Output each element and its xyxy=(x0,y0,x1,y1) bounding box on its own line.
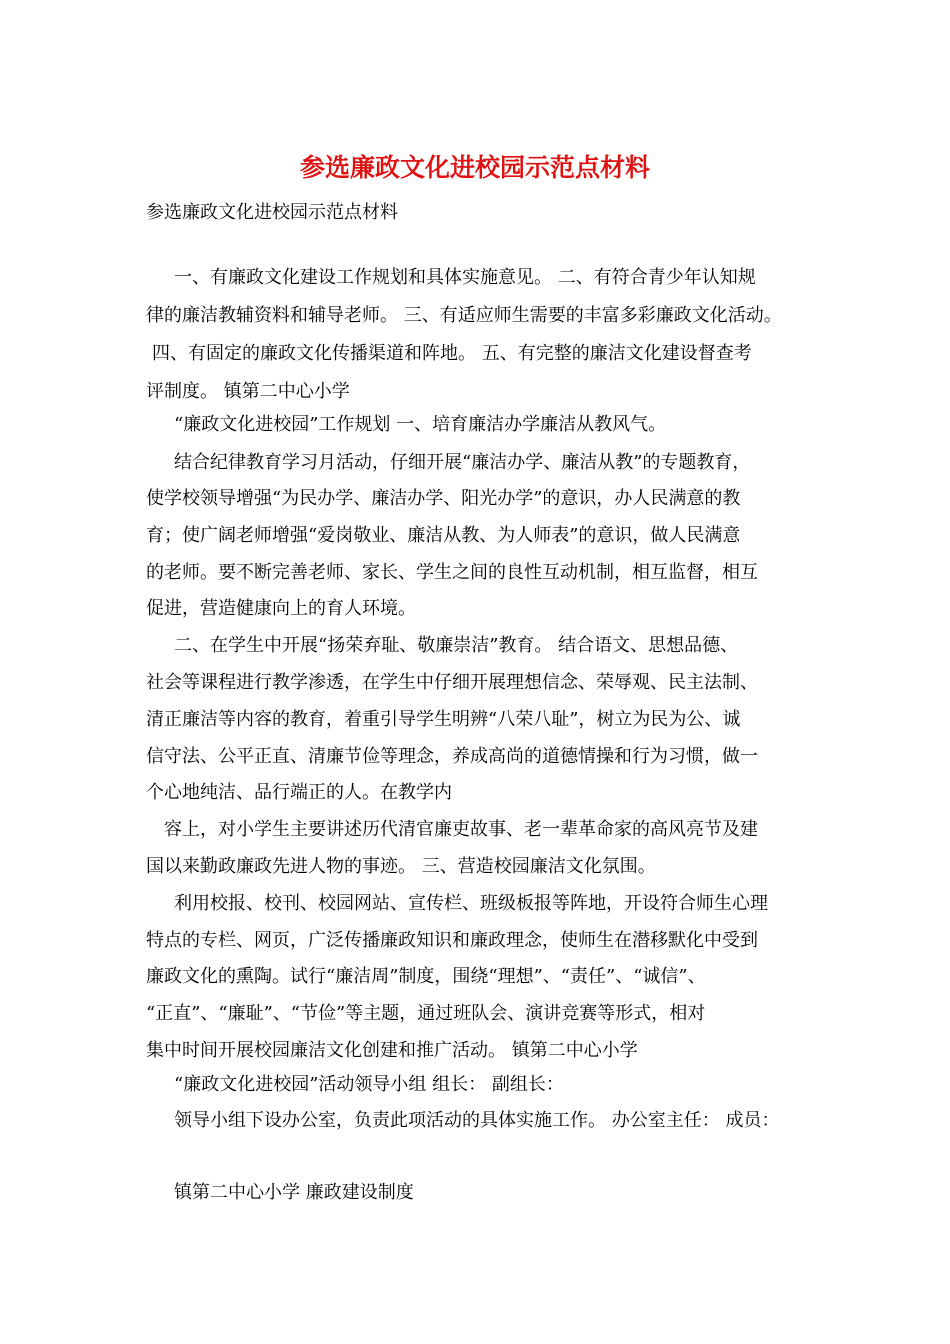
text-line: 结合纪律教育学习月活动，仔细开展“廉洁办学、廉洁从教”的专题教育， xyxy=(174,452,751,473)
text-line: 容上，对小学生主要讲述历代清官廉吏故事、老一辈革命家的高风亮节及建 xyxy=(164,819,758,840)
text-line: 利用校报、校刊、校园网站、宣传栏、班级板报等阵地，开设符合师生心理 xyxy=(174,893,768,914)
text-line: 廉政文化的熏陶。试行“廉洁周”制度，围绕“理想”、“责任”、“诚信”、 xyxy=(146,966,706,987)
text-line: 信守法、公平正直、清廉节俭等理念，养成高尚的道德情操和行为习惯，做一 xyxy=(146,746,758,767)
text-line: 个心地纯洁、品行端正的人。在教学内 xyxy=(146,782,452,803)
text-line: 一、有廉政文化建设工作规划和具体实施意见。 二、有符合青少年认知规 xyxy=(174,267,756,288)
text-line: 领导小组下设办公室，负责此项活动的具体实施工作。 办公室主任： 成员： xyxy=(174,1110,780,1131)
text-line: 镇第二中心小学 廉政建设制度 xyxy=(174,1182,414,1203)
text-line: 使学校领导增强“为民办学、廉洁办学、阳光办学”的意识，办人民满意的教 xyxy=(146,488,741,509)
text-line: 评制度。 镇第二中心小学 xyxy=(146,381,350,402)
text-line: 国以来勤政廉政先进人物的事迹。 三、营造校园廉洁文化氛围。 xyxy=(146,856,656,877)
text-line: 集中时间开展校园廉洁文化创建和推广活动。 镇第二中心小学 xyxy=(146,1040,638,1061)
text-line: 促进，营造健康向上的育人环境。 xyxy=(146,598,416,619)
text-line: 四、有固定的廉政文化传播渠道和阵地。 五、有完整的廉洁文化建设督查考 xyxy=(152,343,752,364)
text-line: 特点的专栏、网页，广泛传播廉政知识和廉政理念，使师生在潜移默化中受到 xyxy=(146,930,758,951)
document-title: 参选廉政文化进校园示范点材料 xyxy=(299,153,650,182)
text-line: 的老师。要不断完善老师、家长、学生之间的良性互动机制，相互监督，相互 xyxy=(146,562,758,583)
text-line: “廉政文化进校园”活动领导小组 组长： 副组长： xyxy=(174,1074,564,1095)
text-line: 育；使广阔老师增强“爱岗敬业、廉洁从教、为人师表”的意识，做人民满意 xyxy=(146,525,741,546)
text-line: 律的廉洁教辅资料和辅导老师。 三、有适应师生需要的丰富多彩廉政文化活动。 xyxy=(146,305,782,326)
text-line: “正直”、“廉耻”、“节俭”等主题，通过班队会、演讲竞赛等形式，相对 xyxy=(146,1003,706,1024)
text-line: 清正廉洁等内容的教育，着重引导学生明辨“八荣八耻”，树立为民为公、诚 xyxy=(146,709,741,730)
text-line: “廉政文化进校园”工作规划 一、培育廉洁办学廉洁从教风气。 xyxy=(174,414,667,435)
text-line: 社会等课程进行教学渗透，在学生中仔细开展理想信念、荣辱观、民主法制、 xyxy=(146,672,758,693)
text-line: 二、在学生中开展“扬荣弃耻、敬廉崇洁”教育。 结合语文、思想品德、 xyxy=(174,635,739,656)
subtitle-line: 参选廉政文化进校园示范点材料 xyxy=(146,202,398,223)
